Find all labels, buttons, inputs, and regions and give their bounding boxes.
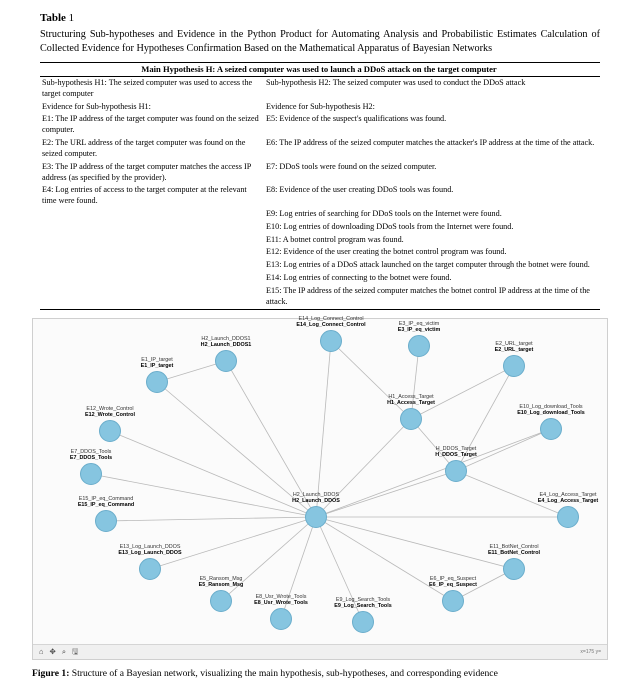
graph-node-dot[interactable] [445, 460, 467, 482]
table-row [40, 272, 600, 285]
table-row [40, 137, 600, 161]
table-row [40, 184, 600, 208]
table-label-text: Table [40, 12, 66, 24]
graph-node-label: E10_Log_download_Tools E10_Log_download_Tools [517, 403, 585, 416]
graph-edge [411, 366, 514, 419]
graph-node-e13-log-launch-ddos[interactable] [118, 543, 182, 580]
graph-node-dot[interactable] [210, 590, 232, 612]
graph-node-dot[interactable] [557, 506, 579, 528]
graph-node-label: E13_Log_Launch_DDOS E13_Log_Launch_DDOS [118, 543, 182, 556]
right-cell-2: E5: Evidence of the suspect's qualifications was found. [266, 114, 447, 124]
graph-node-dot[interactable] [139, 558, 161, 580]
graph-node-e12-wrote-control[interactable] [85, 405, 135, 442]
left-cell-5: E4: Log entries of access to the target computer at the relevant time were found. [42, 185, 247, 206]
graph-node-h2-launch-ddos1[interactable] [200, 335, 252, 372]
table-caption: Structuring Sub-hypotheses and Evidence in the Python Product for Automating Analysis and Probabilistic Estimates Calculation of Collected Evidence for Hypotheses Confirmation Based on the Mathematical Apparatus of Bayesian Networks [40, 29, 600, 54]
right-cell-12: E15: The IP address of the seized computer matches the botnet control IP address at the time of the attack. [264, 285, 600, 309]
graph-node-e3-ip-eq-victim[interactable] [397, 320, 441, 357]
graph-node-dot[interactable] [215, 350, 237, 372]
graph-edge [110, 431, 316, 517]
table-row [40, 246, 600, 259]
table-block [0, 0, 640, 310]
left-cell-3: E2: The URL address of the target computer was found on the seized computer. [42, 138, 246, 158]
table-row [40, 101, 600, 114]
main-hypothesis-header: Main Hypothesis H: A seized computer was used to launch a DDoS attack on the target computer [40, 62, 600, 76]
left-cell-1: Evidence for Sub-hypothesis H1: [42, 101, 151, 111]
graph-node-e8-usr-wrote-tools[interactable] [254, 593, 308, 630]
table-row [40, 234, 600, 247]
graph-node-dot[interactable] [305, 506, 327, 528]
graph-node-label: E5_Ransom_Msg E5_Ransom_Msg [198, 575, 244, 588]
cursor-coordinates: x=175 y= [580, 648, 601, 655]
graph-node-dot[interactable] [442, 590, 464, 612]
graph-node-e2-url-target[interactable] [494, 340, 534, 377]
graph-edge [316, 341, 331, 517]
graph-node-label: H2_Launch_DDOS1 H2_Launch_DDOS1 [200, 335, 252, 348]
right-cell-0: Sub-hypothesis H2: The seized computer was used to conduct the DDoS attack [266, 77, 526, 87]
graph-node-label: H2_Launch_DDOS H2_Launch_DDOS [292, 491, 340, 504]
graph-node-label: E9_Log_Search_Tools E9_Log_Search_Tools [334, 596, 392, 609]
graph-edge [150, 517, 316, 569]
graph-node-label: E14_Log_Connect_Control E14_Log_Connect_Control [296, 315, 366, 328]
graph-node-label: E4_Log_Access_Target E4_Log_Access_Target [537, 491, 599, 504]
table-number: 1 [68, 12, 75, 24]
figure-toolbar[interactable] [33, 644, 607, 659]
graph-node-label: E3_IP_eq_victim E3_IP_eq_victim [397, 320, 441, 333]
graph-node-h2-launch-ddos[interactable] [292, 491, 340, 528]
right-cell-1: Evidence for Sub-hypothesis H2: [266, 101, 375, 111]
graph-edge [331, 341, 411, 419]
left-cell-blank-6 [40, 272, 264, 285]
graph-node-label: H1_Access_Target H1_Access_Target [387, 393, 435, 406]
left-cell-blank-7 [40, 285, 264, 309]
figure-panel [32, 315, 608, 660]
graph-node-dot[interactable] [99, 420, 121, 442]
graph-node-e5-ransom-msg[interactable] [198, 575, 244, 612]
left-cell-blank-1 [40, 208, 264, 221]
graph-node-e11-botnet-control[interactable] [487, 543, 541, 580]
left-cell-blank-4 [40, 246, 264, 259]
left-cell-blank-3 [40, 234, 264, 247]
graph-node-e10-log-download-tools[interactable] [517, 403, 585, 440]
figure-caption-text: Structure of a Bayesian network, visualizing the main hypothesis, sub-hypotheses, and corresponding evidence [69, 667, 498, 679]
graph-node-label: E6_IP_eq_Suspect E6_IP_eq_Suspect [429, 575, 477, 588]
right-cell-10: E13: Log entries of a DDoS attack launched on the target computer through the botnet were found. [266, 260, 590, 270]
graph-node-h1-access-target[interactable] [387, 393, 435, 430]
graph-node-dot[interactable] [80, 463, 102, 485]
table-row [40, 161, 600, 185]
graph-node-label: E11_BotNet_Control E11_BotNet_Control [487, 543, 541, 556]
table-row [40, 221, 600, 234]
right-cell-4: E7: DDoS tools were found on the seized computer. [266, 161, 437, 171]
left-cell-4: E3: The IP address of the target computer matches the access IP address (as specified by the provider). [42, 161, 251, 182]
table-row [40, 208, 600, 221]
graph-node-dot[interactable] [320, 330, 342, 352]
left-cell-2: E1: The IP address of the target computer was found on the seized computer. [42, 114, 259, 135]
table-row [40, 113, 600, 137]
graph-node-label: E7_DDOS_Tools E7_DDOS_Tools [69, 448, 113, 461]
graph-node-dot[interactable] [95, 510, 117, 532]
graph-node-e1-ip-target[interactable] [140, 356, 174, 393]
left-cell-blank-5 [40, 259, 264, 272]
graph-node-label: E8_Usr_Wrote_Tools E8_Usr_Wrote_Tools [254, 593, 308, 606]
right-cell-7: E10: Log entries of downloading DDoS tools from the Internet were found. [266, 221, 514, 231]
graph-node-dot[interactable] [400, 408, 422, 430]
figure-label: Figure 1: [32, 667, 70, 679]
graph-node-e7-ddos-tools[interactable] [69, 448, 113, 485]
hypotheses-table [40, 62, 600, 310]
right-cell-11: E14: Log entries of connecting to the botnet were found. [266, 273, 452, 283]
figure-caption [0, 660, 640, 680]
graph-node-dot[interactable] [408, 335, 430, 357]
table-row [40, 285, 600, 309]
right-cell-6: E9: Log entries of searching for DDoS tools on the Internet were found. [266, 208, 502, 218]
right-cell-9: E12: Evidence of the user creating the botnet control program was found. [266, 247, 507, 257]
graph-node-e9-log-search-tools[interactable] [334, 596, 392, 633]
right-cell-3: E6: The IP address of the seized computer matches the attacker's IP address at the time of the attack. [266, 138, 595, 148]
graph-node-dot[interactable] [146, 371, 168, 393]
graph-node-e4-log-access-target[interactable] [537, 491, 599, 528]
graph-node-dot[interactable] [270, 608, 292, 630]
graph-edge [106, 517, 316, 521]
graph-node-label: E1_IP_target E1_IP_target [140, 356, 174, 369]
graph-node-dot[interactable] [503, 558, 525, 580]
graph-edge [316, 517, 453, 601]
graph-node-h-ddos-target[interactable] [435, 445, 477, 482]
graph-node-e6-ip-eq-suspect[interactable] [429, 575, 477, 612]
graph-node-e15-ip-eq-command[interactable] [77, 495, 135, 532]
zoom-icon[interactable]: ⌕ [61, 646, 67, 656]
graph-node-dot[interactable] [540, 418, 562, 440]
table-row [40, 76, 600, 100]
home-icon[interactable]: ⌂ [39, 646, 44, 656]
table-header-row [40, 62, 600, 76]
left-cell-blank-2 [40, 221, 264, 234]
right-cell-8: E11: A botnet control program was found. [266, 234, 404, 244]
graph-node-dot[interactable] [352, 611, 374, 633]
graph-node-label: E15_IP_eq_Command E15_IP_eq_Command [77, 495, 135, 508]
graph-edge [316, 517, 514, 569]
right-cell-5: E8: Evidence of the user creating DDoS tools was found. [266, 185, 454, 195]
graph-node-e14-log-connect-control[interactable] [296, 315, 366, 352]
graph-node-dot[interactable] [503, 355, 525, 377]
move-icon[interactable]: ✥ [49, 646, 56, 656]
save-icon[interactable]: 🖫 [72, 646, 79, 656]
table-label [40, 12, 600, 24]
table-row [40, 259, 600, 272]
graph-node-label: E2_URL_target E2_URL_target [494, 340, 534, 353]
left-cell-0: Sub-hypothesis H1: The seized computer was used to access the target computer [42, 77, 253, 98]
graph-node-label: H_DDOS_Target H_DDOS_Target [435, 445, 477, 458]
graph-node-label: E12_Wrote_Control E12_Wrote_Control [85, 405, 135, 418]
graph-edge [316, 429, 551, 517]
bayesian-network-graph[interactable] [33, 315, 607, 659]
